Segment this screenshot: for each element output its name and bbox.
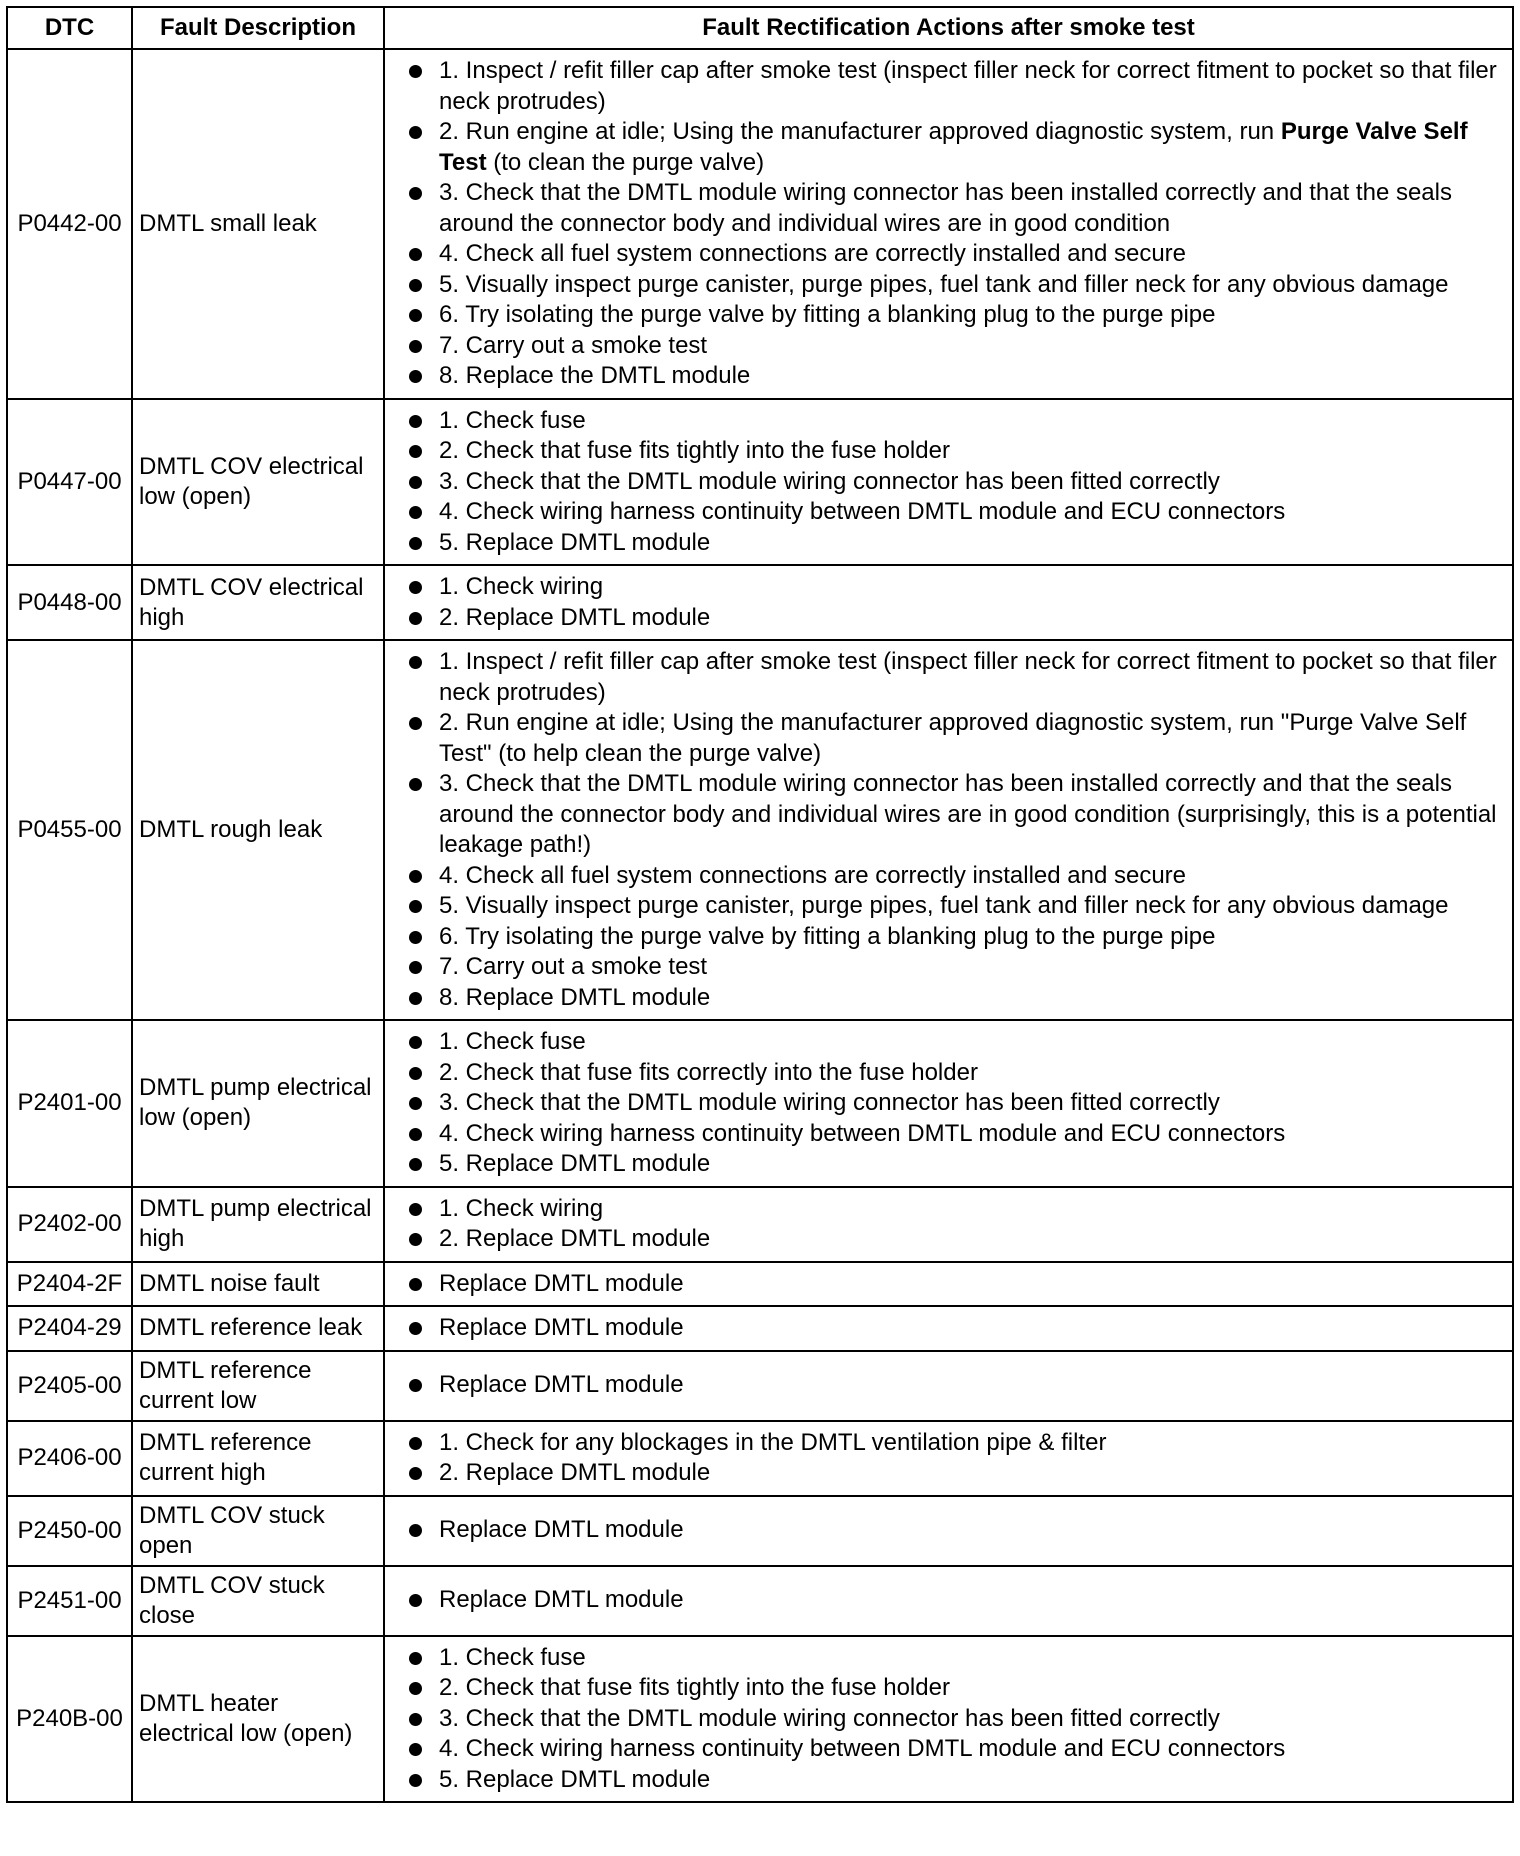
action-list bbox=[407, 572, 1500, 633]
action-item bbox=[407, 1428, 1500, 1459]
action-item bbox=[407, 952, 1500, 983]
action-item bbox=[407, 1734, 1500, 1765]
action-text: 3. Check that the DMTL module wiring connector has been installed correctly and that the seals around the connector body and individual wires are in good condition (surprisingly, this is a potential leakage path!) bbox=[439, 770, 1497, 858]
action-text: 5. Replace DMTL module bbox=[439, 528, 711, 556]
action-text: Replace DMTL module bbox=[439, 1516, 684, 1544]
action-list bbox=[407, 1194, 1500, 1255]
fault-description: DMTL reference leak bbox=[132, 1306, 384, 1351]
action-text: 1. Check fuse bbox=[439, 406, 586, 434]
dtc-code: P2404-29 bbox=[7, 1306, 132, 1351]
action-item bbox=[407, 708, 1500, 769]
fault-description: DMTL small leak bbox=[132, 49, 384, 399]
table-row bbox=[7, 1566, 1513, 1636]
action-item bbox=[407, 361, 1500, 392]
action-list bbox=[407, 1515, 1500, 1546]
action-item bbox=[407, 406, 1500, 437]
action-item bbox=[407, 983, 1500, 1014]
dtc-code: P2450-00 bbox=[7, 1496, 132, 1566]
action-text: 2. Run engine at idle; Using the manufacturer approved diagnostic system, run bbox=[439, 118, 1281, 145]
rectification-actions bbox=[384, 640, 1513, 1020]
action-text: 2. Replace DMTL module bbox=[439, 1459, 711, 1486]
fault-description: DMTL reference current high bbox=[132, 1421, 384, 1496]
action-text: 4. Check wiring harness continuity between DMTL module and ECU connectors bbox=[439, 1735, 1286, 1762]
table-row bbox=[7, 399, 1513, 566]
dtc-fault-table bbox=[6, 6, 1514, 1803]
table-row bbox=[7, 1020, 1513, 1187]
table-body bbox=[7, 49, 1513, 1802]
action-text: 2. Check that fuse fits correctly into the fuse holder bbox=[439, 1058, 978, 1086]
action-text: 1. Inspect / refit filler cap after smoke test (inspect filler neck for correct fitment to pocket so that filer neck protrudes) bbox=[439, 648, 1497, 706]
action-item bbox=[407, 1643, 1500, 1674]
action-item bbox=[407, 647, 1500, 708]
action-text: Replace DMTL module bbox=[439, 1586, 684, 1614]
action-text: 5. Replace DMTL module bbox=[439, 1765, 711, 1793]
action-text: 5. Replace DMTL module bbox=[439, 1150, 711, 1177]
dtc-code: P2402-00 bbox=[7, 1187, 132, 1262]
action-item bbox=[407, 1585, 1500, 1616]
fault-description: DMTL pump electrical high bbox=[132, 1187, 384, 1262]
dtc-code: P2405-00 bbox=[7, 1351, 132, 1421]
fault-description: DMTL COV stuck close bbox=[132, 1566, 384, 1636]
action-item bbox=[407, 117, 1500, 178]
fault-description: DMTL COV stuck open bbox=[132, 1496, 384, 1566]
action-item bbox=[407, 467, 1500, 498]
table-row bbox=[7, 1306, 1513, 1351]
rectification-actions bbox=[384, 49, 1513, 399]
action-item bbox=[407, 1269, 1500, 1300]
table-row bbox=[7, 49, 1513, 399]
table-row bbox=[7, 1262, 1513, 1307]
action-item bbox=[407, 1458, 1500, 1489]
action-text: 2. Replace DMTL module bbox=[439, 1225, 711, 1252]
action-item bbox=[407, 178, 1500, 239]
action-text: 3. Check that the DMTL module wiring connector has been fitted correctly bbox=[439, 1704, 1220, 1732]
dtc-code: P0448-00 bbox=[7, 565, 132, 640]
header-row bbox=[7, 7, 1513, 49]
dtc-code: P0442-00 bbox=[7, 49, 132, 399]
action-item bbox=[407, 331, 1500, 362]
table-header bbox=[7, 7, 1513, 49]
action-item bbox=[407, 497, 1500, 528]
action-text: 8. Replace the DMTL module bbox=[439, 362, 751, 389]
action-text: 3. Check that the DMTL module wiring connector has been fitted correctly bbox=[439, 467, 1220, 495]
action-item bbox=[407, 1515, 1500, 1546]
action-item bbox=[407, 861, 1500, 892]
table-row bbox=[7, 640, 1513, 1020]
action-text: 3. Check that the DMTL module wiring connector has been installed correctly and that the seals around the connector body and individual wires are in good condition bbox=[439, 179, 1452, 237]
table-row bbox=[7, 1421, 1513, 1496]
action-text: 1. Check wiring bbox=[439, 573, 604, 600]
fault-description: DMTL reference current low bbox=[132, 1351, 384, 1421]
action-item bbox=[407, 1149, 1500, 1180]
action-list bbox=[407, 647, 1500, 1013]
action-item bbox=[407, 239, 1500, 270]
action-list bbox=[407, 1585, 1500, 1616]
rectification-actions bbox=[384, 1566, 1513, 1636]
action-text: 6. Try isolating the purge valve by fitting a blanking plug to the purge pipe bbox=[439, 922, 1216, 950]
action-item bbox=[407, 1313, 1500, 1344]
rectification-actions bbox=[384, 1496, 1513, 1566]
action-text: 8. Replace DMTL module bbox=[439, 983, 711, 1011]
action-text: 4. Check wiring harness continuity between DMTL module and ECU connectors bbox=[439, 498, 1286, 525]
table-row bbox=[7, 1351, 1513, 1421]
action-list bbox=[407, 1313, 1500, 1344]
action-text: Replace DMTL module bbox=[439, 1371, 684, 1399]
action-item bbox=[407, 891, 1500, 922]
dtc-code: P0447-00 bbox=[7, 399, 132, 566]
action-text: 2. Run engine at idle; Using the manufacturer approved diagnostic system, run "Purge Valve Self Test" (to help clean the purge valve) bbox=[439, 709, 1467, 767]
action-item bbox=[407, 1058, 1500, 1089]
header-rectification-actions: Fault Rectification Actions after smoke test bbox=[384, 7, 1513, 49]
action-list bbox=[407, 1643, 1500, 1796]
action-text: 1. Check wiring bbox=[439, 1194, 604, 1222]
dtc-code: P2406-00 bbox=[7, 1421, 132, 1496]
action-text: 7. Carry out a smoke test bbox=[439, 331, 708, 359]
action-item bbox=[407, 769, 1500, 861]
table-row bbox=[7, 565, 1513, 640]
dtc-code: P2404-2F bbox=[7, 1262, 132, 1307]
action-item bbox=[407, 56, 1500, 117]
action-text: 7. Carry out a smoke test bbox=[439, 953, 708, 980]
fault-description: DMTL noise fault bbox=[132, 1262, 384, 1307]
header-fault-description: Fault Description bbox=[132, 7, 384, 49]
action-text: 1. Inspect / refit filler cap after smoke test (inspect filler neck for correct fitment to pocket so that filer neck protrudes) bbox=[439, 57, 1497, 115]
action-item bbox=[407, 1194, 1500, 1225]
action-text: 3. Check that the DMTL module wiring connector has been fitted correctly bbox=[439, 1089, 1220, 1116]
header-dtc: DTC bbox=[7, 7, 132, 49]
action-text: 1. Check fuse bbox=[439, 1643, 586, 1671]
action-list bbox=[407, 1428, 1500, 1489]
rectification-actions bbox=[384, 1636, 1513, 1803]
action-text: 1. Check fuse bbox=[439, 1028, 586, 1055]
action-text: 2. Check that fuse fits tightly into the fuse holder bbox=[439, 1674, 950, 1701]
action-text: 5. Visually inspect purge canister, purge pipes, fuel tank and filler neck for any obvious damage bbox=[439, 270, 1449, 298]
dtc-code: P2451-00 bbox=[7, 1566, 132, 1636]
dtc-code: P0455-00 bbox=[7, 640, 132, 1020]
action-list bbox=[407, 1027, 1500, 1180]
rectification-actions bbox=[384, 1187, 1513, 1262]
action-text: 6. Try isolating the purge valve by fitting a blanking plug to the purge pipe bbox=[439, 301, 1216, 328]
fault-description: DMTL heater electrical low (open) bbox=[132, 1636, 384, 1803]
fault-description: DMTL pump electrical low (open) bbox=[132, 1020, 384, 1187]
rectification-actions bbox=[384, 1421, 1513, 1496]
action-item bbox=[407, 1119, 1500, 1150]
action-text: 5. Visually inspect purge canister, purge pipes, fuel tank and filler neck for any obvious damage bbox=[439, 892, 1449, 919]
rectification-actions bbox=[384, 565, 1513, 640]
action-item bbox=[407, 1224, 1500, 1255]
action-list bbox=[407, 1370, 1500, 1401]
action-list bbox=[407, 406, 1500, 559]
action-item bbox=[407, 436, 1500, 467]
rectification-actions bbox=[384, 399, 1513, 566]
fault-description: DMTL COV electrical low (open) bbox=[132, 399, 384, 566]
fault-description: DMTL rough leak bbox=[132, 640, 384, 1020]
action-text: 4. Check all fuel system connections are correctly installed and secure bbox=[439, 240, 1187, 267]
action-item bbox=[407, 1765, 1500, 1796]
table-row bbox=[7, 1496, 1513, 1566]
table-row bbox=[7, 1187, 1513, 1262]
action-text-bold: Purge Valve Self Test bbox=[439, 118, 1468, 176]
action-text: 2. Check that fuse fits tightly into the fuse holder bbox=[439, 437, 950, 464]
action-text: 4. Check all fuel system connections are correctly installed and secure bbox=[439, 861, 1187, 889]
action-item bbox=[407, 1673, 1500, 1704]
action-list bbox=[407, 56, 1500, 392]
action-item bbox=[407, 1370, 1500, 1401]
action-item bbox=[407, 1704, 1500, 1735]
action-text: 1. Check for any blockages in the DMTL ventilation pipe & filter bbox=[439, 1428, 1107, 1456]
action-item bbox=[407, 922, 1500, 953]
action-item bbox=[407, 603, 1500, 634]
action-text: (to clean the purge valve) bbox=[486, 148, 765, 176]
action-text: 2. Replace DMTL module bbox=[439, 603, 711, 631]
action-item bbox=[407, 572, 1500, 603]
action-list bbox=[407, 1269, 1500, 1300]
action-item bbox=[407, 270, 1500, 301]
fault-description: DMTL COV electrical high bbox=[132, 565, 384, 640]
action-item bbox=[407, 1088, 1500, 1119]
table-row bbox=[7, 1636, 1513, 1803]
rectification-actions bbox=[384, 1262, 1513, 1307]
action-item bbox=[407, 528, 1500, 559]
action-text: Replace DMTL module bbox=[439, 1314, 684, 1341]
dtc-code: P240B-00 bbox=[7, 1636, 132, 1803]
action-text: Replace DMTL module bbox=[439, 1269, 684, 1297]
rectification-actions bbox=[384, 1351, 1513, 1421]
rectification-actions bbox=[384, 1306, 1513, 1351]
action-item bbox=[407, 1027, 1500, 1058]
dtc-code: P2401-00 bbox=[7, 1020, 132, 1187]
action-item bbox=[407, 300, 1500, 331]
rectification-actions bbox=[384, 1020, 1513, 1187]
action-text: 4. Check wiring harness continuity between DMTL module and ECU connectors bbox=[439, 1119, 1286, 1147]
